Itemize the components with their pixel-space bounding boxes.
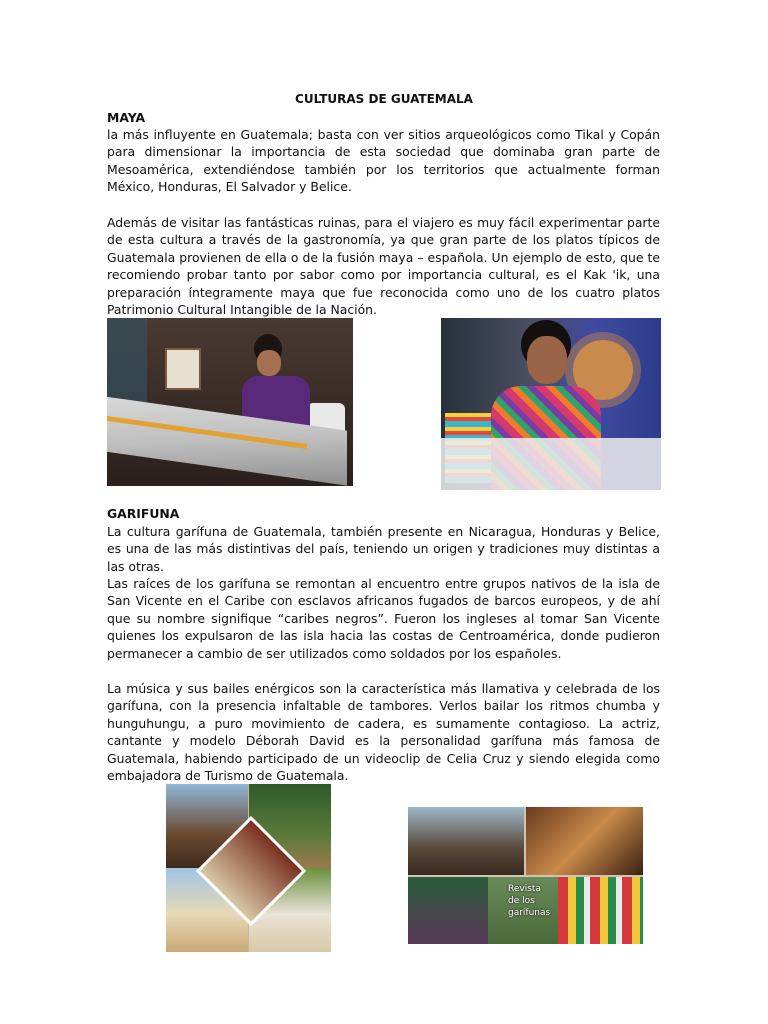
photo-garifuna-collage (166, 784, 331, 952)
garifuna-paragraph-1: La cultura garífuna de Guatemala, también presente en Nicaragua, Honduras y Belice, es una de las más distintivas del país, teniendo un origen y tradiciones muy distintas a las otras. (107, 524, 660, 574)
photo-mayan-weaver (107, 318, 353, 486)
maya-paragraph-2: Además de visitar las fantásticas ruinas, para el viajero es muy fácil experimentar parte de esta cultura a través de la gastronomía, ya que gran parte de los platos típicos de Guatemala provienen de ella o de la fusión maya – española. Un ejemplo de esto, que te recomiendo probar tanto por sabor como por importancia cultural, es el Kak 'ik, una preparación íntegramente maya que fue reconocida como uno de los cuatro platos Patrimonio Cultural Intangible de la Nación. (107, 215, 660, 318)
photo-garifuna-festival-collage (408, 807, 643, 944)
section-heading-maya: MAYA (107, 110, 146, 125)
photo-mayan-woman-textiles (441, 318, 661, 490)
document-title: CULTURAS DE GUATEMALA (295, 92, 473, 106)
photo-caption: Revista de los garífunas (508, 884, 551, 918)
garifuna-paragraph-3: La música y sus bailes enérgicos son la característica más llamativa y celebrada de los garífuna, con la presencia infaltable de tambores. Verlos bailar los ritmos chumba y hunguhungu, a puro movimiento de cadera, es sumamente contagioso. La actriz, cantante y modelo Déborah David es la personalidad garífuna más famosa de Guatemala, habiendo participado de un videoclip de Celia Cruz y siendo elegida como embajadora de Turismo de Guatemala. (107, 681, 660, 784)
section-heading-garifuna: GARIFUNA (107, 506, 180, 521)
garifuna-paragraph-2: Las raíces de los garífuna se remontan al encuentro entre grupos nativos de la isla de San Vicente en el Caribe con esclavos africanos fugados de barcos europeos, y de ahí que su nombre signifique “caribes negros”. Fueron los ingleses al tomar San Vicente quienes los expulsaron de las isla hacia las costas de Centroamérica, donde pudieron permanecer a cambio de ser utilizados como soldados por los españoles. (107, 576, 660, 661)
maya-paragraph-1: la más influyente en Guatemala; basta con ver sitios arqueológicos como Tikal y Copán para dimensionar la importancia de esta sociedad que dominaba gran parte de Mesoamérica, extendiéndose también por los territorios que actualmente forman México, Honduras, El Salvador y Belice. (107, 127, 660, 195)
